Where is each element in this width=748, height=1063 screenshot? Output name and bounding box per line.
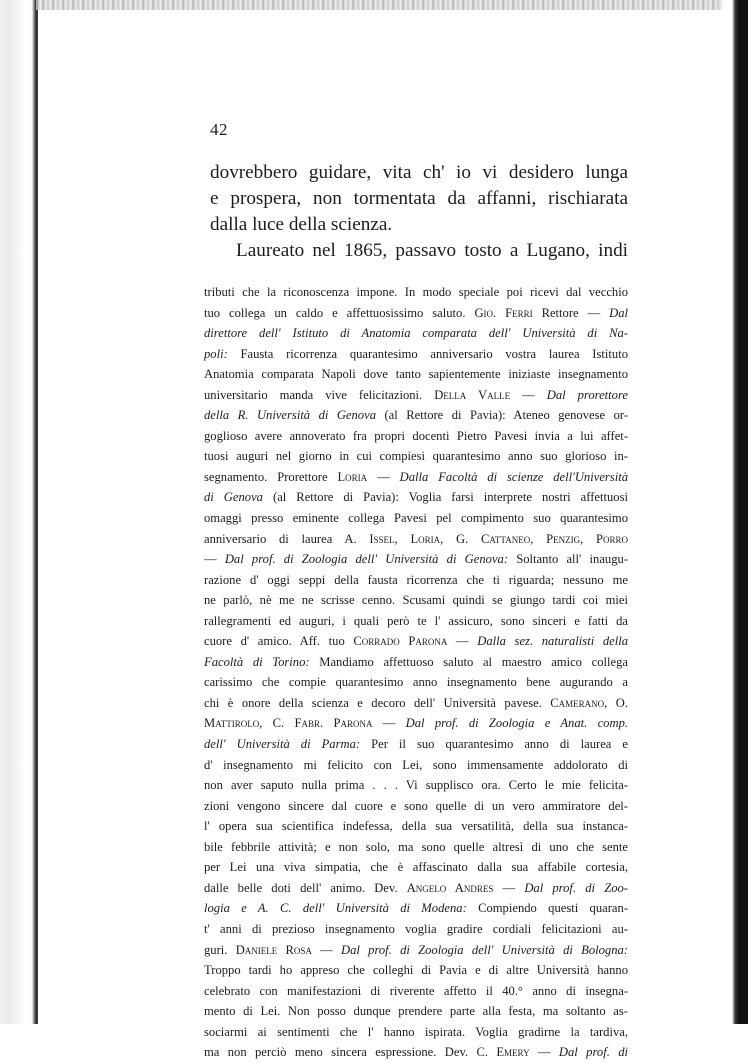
footnote-line: Anatomia comparata Napoli dove tanto sapientemente iniziaste insegnamento — [204, 367, 628, 382]
footnote-line: — Dal prof. di Zoologia dell' Università di Genova: Soltanto all' inaugu- — [204, 552, 628, 567]
footnote-line: chi è onore della scienza e decoro dell' Università pavese. Camerano, O. — [204, 695, 628, 710]
footnote-line: poli: Fausta ricorrenza quarantesimo anniversario vostra laurea Istituto — [204, 346, 628, 361]
footnote-line: non aver saputo nulla prima . . . Vi supplisco ora. Certo le mie felicita- — [204, 778, 628, 793]
main-text — [210, 160, 628, 264]
footnote-line: mento di Lei. Non posso dunque prendere parte alla festa, ma soltanto as- — [204, 1004, 628, 1019]
footnote-line: bile febbrile attività; e non solo, ma sono quelle altresì di uno che sente — [204, 839, 628, 854]
footnote-line: anniversario di laurea A. Issel, Loria, G. Cattaneo, Penzig, Porro — [204, 531, 628, 546]
footnote-line: tributi che la riconoscenza impone. In modo speciale poi ricevi dal vecchio — [204, 285, 628, 299]
footnote-line: Facoltà di Torino: Mandiamo affettuoso saluto al maestro amico collega — [204, 654, 628, 669]
footnote-line: celebrato con manifestazioni di riverente affetto il 40.° anno di insegna- — [204, 983, 628, 998]
footnote-line: ne parlò, nè me ne scrisse cenno. Scusami quindi se giungo tardi coi miei — [204, 593, 628, 608]
footnote-line: zioni vengono sincere dal cuore e sono quelle di un vero ammiratore del- — [204, 798, 628, 813]
footnote-line: guri. Daniele Rosa — Dal prof. di Zoologia dell' Università di Bologna: — [204, 942, 628, 957]
footnote-line: omaggi presso eminente collega Pavesi pel compimento suo quarantesimo — [204, 511, 628, 526]
footnote-line: tuosi auguri nel giorno in cui compiesi quarantesimo anno suo glorioso in- — [204, 449, 628, 464]
footnote-line: rallegramenti ed auguri, i quali però te l' assicuro, sono sinceri e fatti da — [204, 613, 628, 628]
text-line: dovrebbero guidare, vita ch' io vi desidero lunga — [210, 162, 628, 183]
footnote-text — [204, 282, 628, 1063]
footnote-line: direttore dell' Istituto di Anatomia comparata dell' Università di Na- — [204, 326, 628, 341]
footnote-line: goglioso avere annoverato fra propri docenti Pietro Pavesi invia a lui affet- — [204, 428, 628, 443]
scan-right-margin — [722, 0, 748, 1024]
text-line: e prospera, non tormentata da affanni, rischiarata — [210, 188, 628, 209]
scan-top-margin — [36, 0, 748, 10]
book-page — [38, 10, 722, 1060]
footnote-line: ma non perciò meno sincera espressione. Dev. C. Emery — Dal prof. di — [204, 1045, 628, 1060]
footnote-line: universitario manda vive felicitazioni. Della Valle — Dal prorettore — [204, 387, 628, 402]
footnote-line: di Genova (al Rettore di Pavia): Voglia farsi interprete nostri affettuosi — [204, 490, 628, 505]
footnote-line: carissimo che compie quarantesimo anno insegnamento bene augurando a — [204, 675, 628, 690]
footnote-line: d' insegnamento mi felicito con Lei, sono immensamente addolorato di — [204, 757, 628, 772]
text-line: dalla luce della scienza. — [210, 214, 393, 235]
footnote-line: segnamento. Prorettore Loria — Dalla Facoltà di scienze dell'Università — [204, 469, 629, 484]
footnote-line: sociarmi ai sentimenti che l' hanno ispirata. Voglia gradirne la tardiva, — [204, 1024, 628, 1039]
page-number: 42 — [210, 120, 228, 139]
text-line: Laureato nel 1865, passavo tosto a Lugano, indi — [236, 240, 628, 261]
footnote-line: dell' Università di Parma: Per il suo quarantesimo anno di laurea e — [204, 737, 629, 752]
footnote-line: l' opera sua scientifica indefessa, della sua versatilità, della sua instanca- — [204, 819, 628, 834]
scan-left-margin — [0, 0, 38, 1024]
footnote-line: t' anni di prezioso insegnamento voglia gradire cordiali felicitazioni au- — [204, 921, 628, 936]
footnote-line: tuo collega un caldo e affettuosissimo saluto. Gio. Ferri Rettore — Dal — [204, 305, 628, 320]
footnote-line: cuore d' amico. Aff. tuo Corrado Parona — Dalla sez. naturalisti della — [204, 634, 629, 649]
footnote-line: per Lei una viva simpatia, che è affascinato dalla sua affabile cortesia, — [204, 860, 628, 875]
footnote-line: Mattirolo, C. Fabr. Parona — Dal prof. di Zoologia e Anat. comp. — [204, 716, 629, 731]
footnote-line: Troppo tardi ho appreso che colleghi di Pavia e di altre Università hanno — [204, 963, 628, 978]
footnote-line: razione d' oggi seppi della fausta ricorrenza che ti riguarda; nessuno me — [204, 572, 628, 587]
footnote-line: logia e A. C. dell' Università di Modena: Compiendo questi quaran- — [204, 901, 628, 916]
footnote-line: della R. Università di Genova (al Rettore di Pavia): Ateneo genovese or- — [204, 408, 628, 423]
footnote-line: dalle belle doti dell' animo. Dev. Angelo Andres — Dal prof. di Zoo- — [204, 880, 628, 895]
